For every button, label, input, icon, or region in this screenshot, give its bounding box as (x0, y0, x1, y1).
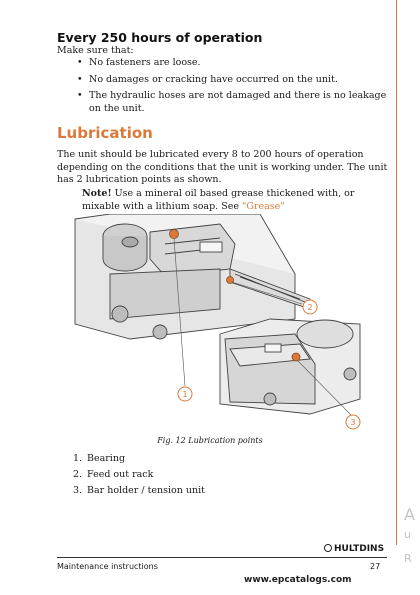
list-item (57, 57, 392, 70)
edge-fragment: A (404, 505, 415, 524)
callout-3 (346, 415, 360, 429)
bullet-icon: • (77, 57, 83, 68)
list-item (57, 90, 392, 115)
bullet-icon: • (77, 90, 83, 101)
watermark: www.epcatalogs.com (244, 575, 352, 585)
list-item (57, 468, 205, 481)
section-heading: Every 250 hours of operation (57, 30, 263, 45)
check-text: No damages or cracking have occurred on the unit. (89, 73, 338, 85)
points-list (57, 452, 205, 500)
callout-label: 2 (307, 303, 313, 312)
grease-link[interactable]: "Grease" (242, 200, 285, 212)
list-item (57, 74, 392, 87)
item-number: 2. (73, 469, 83, 480)
figure-caption: Fig. 12 Lubrication points (157, 436, 263, 445)
footer-divider (57, 557, 387, 558)
item-label: Bearing (87, 453, 126, 464)
page-number: 27 (370, 562, 381, 571)
check-text: The hydraulic hoses are not damaged and there is no leakage on the unit. (89, 90, 387, 114)
callout-2 (303, 300, 317, 314)
edge-fragment: R (404, 552, 412, 565)
item-label: Feed out rack (87, 469, 154, 480)
accent-rule (396, 0, 397, 545)
callout-1 (178, 387, 192, 401)
intro-text: Make sure that: (57, 45, 134, 56)
callout-label: 3 (350, 418, 356, 427)
bullet-icon: • (77, 73, 83, 85)
lubrication-figure (70, 214, 370, 434)
item-number: 1. (73, 453, 83, 464)
item-number: 3. (73, 485, 83, 496)
footer-title: Maintenance instructions (57, 562, 158, 571)
brand-name: HULTDINS (334, 544, 385, 554)
lubrication-heading: Lubrication (57, 124, 153, 142)
lubrication-paragraph: The unit should be lubricated every 8 to 200 hours of operation depending on the conditions that the unit is working under. The unit has 2 lubrication points as shown. (57, 149, 388, 185)
list-item (57, 452, 205, 465)
note (82, 188, 382, 213)
check-list (57, 57, 392, 119)
item-label: Bar holder / tension unit (87, 485, 205, 496)
logo-mark-icon (324, 544, 332, 552)
note-label: Note! (82, 188, 112, 199)
list-item (57, 484, 205, 497)
edge-fragment: u (404, 528, 411, 541)
check-text: No fasteners are loose. (89, 57, 201, 68)
brand-logo (324, 544, 384, 554)
note-text: Use a mineral oil based grease thickened with, or mixable with a lithium soap. See (82, 188, 355, 212)
callout-label: 1 (182, 390, 188, 399)
